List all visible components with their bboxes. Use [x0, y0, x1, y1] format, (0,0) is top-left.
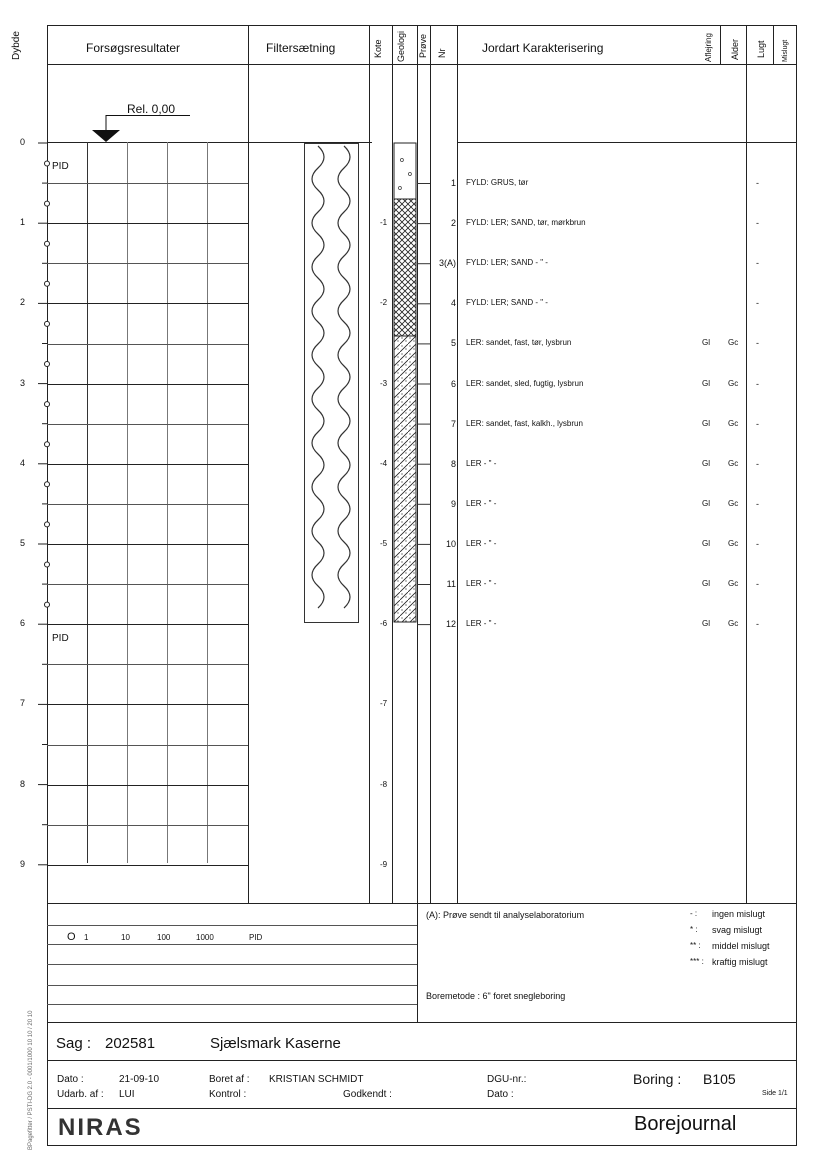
- sample-deposit: Gl: [702, 498, 710, 508]
- dgu-label: DGU-nr.:: [487, 1074, 527, 1085]
- depth-tick-label: 6: [20, 618, 26, 629]
- boring-value: B105: [703, 1071, 736, 1087]
- odor-code: - :: [690, 909, 698, 918]
- pid-marker: [45, 562, 50, 567]
- pid-marker: [45, 321, 50, 326]
- sample-description: LER - " -: [466, 579, 497, 588]
- sample-description: FYLD: GRUS, tør: [466, 178, 529, 187]
- depth-tick-label: 5: [20, 538, 26, 548]
- approved-label: Godkendt :: [343, 1089, 392, 1100]
- boring-label: Boring :: [633, 1071, 682, 1087]
- kote-header: Kote: [373, 39, 383, 58]
- margin-stamp: BPagefitter / PSTI-DG 2.0 - 0001/1000 10 10 / 20 10: [28, 1010, 34, 1150]
- sample-age: Gc: [728, 458, 739, 468]
- sample-number: 5: [450, 338, 456, 349]
- geology-header: Geologi: [396, 30, 406, 62]
- project-name: Sjælsmark Kaserne: [210, 1035, 341, 1052]
- svg-text:o: o: [400, 157, 404, 164]
- sample-odor: -: [756, 218, 759, 229]
- sample-deposit: Gl: [702, 418, 710, 428]
- svg-text:o: o: [408, 171, 412, 178]
- depth-tick-label: 9: [20, 858, 26, 869]
- svg-text:o: o: [398, 185, 402, 192]
- sample-number: 10: [445, 538, 456, 549]
- pid-top-label: PID: [52, 161, 69, 172]
- sample-age: Gc: [728, 579, 739, 588]
- sample-odor: -: [756, 418, 759, 429]
- kote-tick-label: -3: [380, 378, 388, 388]
- depth-tick-label: 1: [20, 217, 26, 228]
- kote-tick-label: -4: [380, 458, 388, 468]
- pid-scale-10: 10: [121, 933, 130, 942]
- odor-code: *** :: [690, 957, 704, 966]
- sample-odor: -: [756, 298, 759, 309]
- nr-header: Nr: [437, 48, 447, 58]
- case-number: 202581: [105, 1035, 156, 1052]
- sample-age: Gc: [728, 378, 739, 388]
- sample-number: 8: [450, 458, 456, 469]
- pid-marker: [45, 402, 50, 407]
- results-header: Forsøgsresultater: [86, 41, 181, 55]
- pid-scale-100: 100: [157, 933, 171, 942]
- sample-description: FYLD: LER; SAND - " -: [466, 258, 548, 268]
- deposit-header: Aflejring: [704, 33, 713, 62]
- pid-marker: [45, 482, 50, 487]
- age-header: Alder: [730, 38, 740, 60]
- driller-value: KRISTIAN SCHMIDT: [269, 1074, 364, 1085]
- sample-description: LER: sandet, sled, fugtig, lysbrun: [466, 378, 584, 388]
- odor-description: kraftig mislugt: [712, 957, 768, 967]
- sample-number: 4: [450, 298, 456, 309]
- sample-number: 11: [446, 579, 456, 589]
- sample-odor: -: [756, 619, 759, 630]
- pid-marker: [45, 281, 50, 286]
- lab-note: (A): Prøve sendt til analyselaboratorium: [426, 910, 585, 920]
- page-number: Side 1/1: [762, 1090, 788, 1097]
- kote-tick-label: -7: [380, 699, 388, 709]
- sample-age: Gc: [728, 498, 739, 508]
- depth-tick-label: 7: [20, 698, 26, 709]
- sample-deposit: Gl: [702, 579, 710, 588]
- depth-tick-label: 3: [20, 377, 26, 388]
- sample-deposit: Gl: [702, 619, 710, 629]
- sample-header: Prøve: [418, 33, 428, 58]
- depth-header: Dybde: [11, 31, 22, 60]
- date-label: Dato :: [57, 1074, 84, 1085]
- sample-odor: -: [756, 458, 759, 469]
- depth-tick-label: 0: [20, 137, 26, 147]
- sample-deposit: Gl: [702, 378, 710, 388]
- case-label: Sag :: [56, 1035, 92, 1052]
- mislugt-header: Mislugt: [782, 39, 789, 62]
- pid-marker: [45, 442, 50, 447]
- sample-age: Gc: [728, 338, 739, 348]
- odor-header: Lugt: [756, 40, 766, 58]
- control-label: Kontrol :: [209, 1089, 247, 1100]
- sample-deposit: Gl: [702, 338, 710, 348]
- sample-number: 7: [450, 418, 456, 429]
- sample-number: 12: [445, 619, 456, 630]
- filter-header: Filtersætning: [266, 41, 336, 55]
- depth-tick-label: 2: [20, 297, 26, 308]
- sample-description: LER - " -: [466, 619, 497, 629]
- kote-tick-label: -5: [380, 539, 388, 548]
- sample-description: LER: sandet, fast, kalkh., lysbrun: [466, 418, 583, 428]
- pid-scale-1: 1: [84, 933, 89, 942]
- sample-odor: -: [756, 178, 759, 188]
- sample-odor: -: [756, 498, 759, 509]
- odor-code: ** :: [690, 941, 701, 950]
- sample-number: 2: [450, 218, 456, 229]
- reference-level-label: Rel. 0,00: [127, 102, 176, 116]
- sample-description: FYLD: LER; SAND - " -: [466, 298, 548, 308]
- sample-deposit: Gl: [702, 538, 710, 548]
- pid-scale-1000: 1000: [196, 933, 214, 942]
- sample-number: 3(A): [438, 258, 456, 269]
- odor-code: * :: [690, 925, 698, 934]
- niras-logo: NIRAS: [58, 1114, 143, 1141]
- sample-description: LER: sandet, fast, tør, lysbrun: [466, 338, 572, 348]
- sample-odor: -: [756, 378, 759, 389]
- prepared-label: Udarb. af :: [57, 1089, 104, 1100]
- geology-fill-clay-sand: [394, 199, 416, 336]
- sample-description: LER - " -: [466, 458, 497, 468]
- kote-tick-label: -2: [380, 298, 388, 308]
- kote-tick-label: -8: [380, 779, 388, 789]
- soil-header: Jordart Karakterisering: [482, 41, 604, 55]
- prepared-value: LUI: [119, 1089, 135, 1100]
- depth-tick-label: 4: [20, 457, 26, 468]
- pid-scale-circle: O: [67, 931, 76, 943]
- odor-description: svag mislugt: [712, 925, 763, 935]
- pid-marker: [45, 161, 50, 166]
- pid-marker: [45, 241, 50, 246]
- odor-description: ingen mislugt: [712, 909, 766, 919]
- sample-odor: -: [756, 258, 759, 269]
- sample-description: LER - " -: [466, 498, 497, 508]
- kote-tick-label: -6: [380, 619, 388, 629]
- pid-scale-unit: PID: [249, 933, 263, 942]
- pid-marker: [45, 522, 50, 527]
- sample-number: 6: [450, 378, 456, 389]
- date-value: 21-09-10: [119, 1074, 160, 1085]
- geology-clay: [394, 336, 416, 622]
- kote-tick-label: -9: [380, 859, 388, 869]
- sample-odor: -: [756, 338, 759, 349]
- kote-tick-label: -1: [380, 218, 388, 228]
- depth-tick-label: 8: [20, 778, 26, 789]
- reference-marker-icon: [92, 130, 120, 142]
- document-title: Borejournal: [634, 1113, 737, 1135]
- sample-odor: -: [756, 538, 759, 549]
- sample-description: LER - " -: [466, 538, 497, 548]
- sample-age: Gc: [728, 538, 739, 548]
- drill-method: Boremetode : 6" foret snegleboring: [426, 991, 566, 1001]
- pid-marker: [45, 362, 50, 367]
- sample-deposit: Gl: [702, 458, 710, 468]
- sample-odor: -: [756, 579, 759, 589]
- sample-description: FYLD: LER; SAND, tør, mørkbrun: [466, 218, 586, 228]
- date2-label: Dato :: [487, 1089, 514, 1100]
- sample-age: Gc: [728, 418, 739, 428]
- pid-bottom-label: PID: [52, 633, 69, 644]
- driller-label: Boret af :: [209, 1074, 250, 1085]
- filter-screen-symbol: [305, 144, 359, 623]
- pid-marker: [45, 602, 50, 607]
- pid-marker: [45, 201, 50, 206]
- sample-number: 9: [450, 498, 456, 509]
- odor-description: middel mislugt: [712, 941, 770, 951]
- sample-number: 1: [450, 178, 456, 188]
- sample-age: Gc: [728, 619, 739, 629]
